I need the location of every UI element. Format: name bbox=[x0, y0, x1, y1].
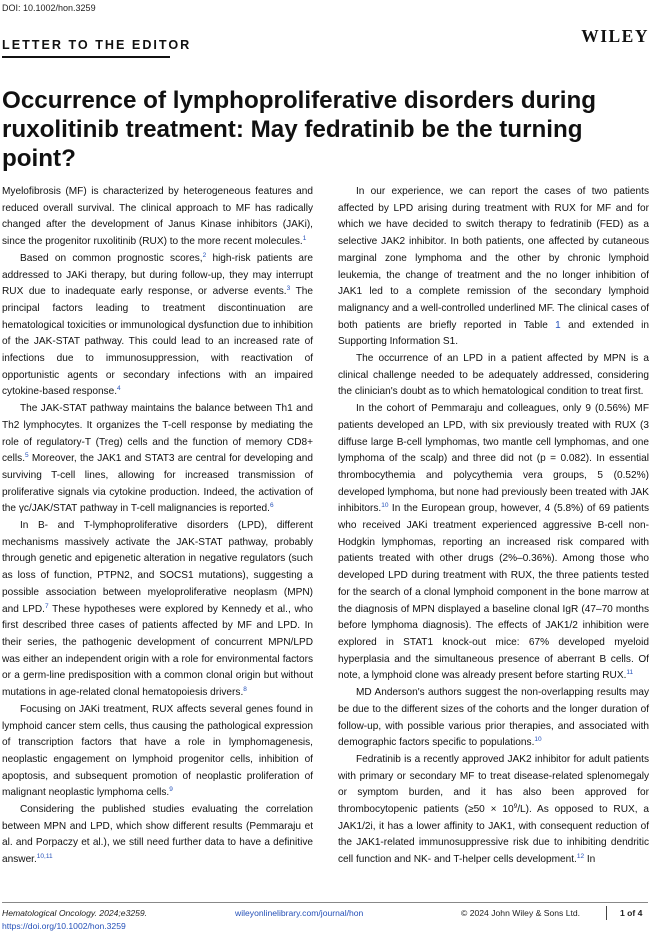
reference-link[interactable]: 5 bbox=[25, 452, 29, 460]
paragraph: Considering the published studies evaluating the correlation between MPN and LPD, which show different results (Pemmaraju et al. and Porpaczy et al.), we still need further data to have a definitive answer.$^{10,11}$ bbox=[2, 804, 313, 866]
section-underline bbox=[2, 56, 170, 58]
paragraph: The JAK-STAT pathway maintains the balance between Th1 and Th2 lymphocytes. It organizes the T-cell response by mediating the role of regulatory-T (Treg) cells and the function of memory CD8+ cells.$^5$ Moreover, the JAK1 and STAT3 are central for developing and surviving T-cell lines, allowing for increased transmission of proliferative signals via cytokine production. Indeed, the activation of the γc/JAK/STAT pathway in T-cell malignancies is reported.$^6$ bbox=[2, 403, 313, 515]
reference-link[interactable]: 3 bbox=[286, 285, 291, 293]
paragraph: In our experience, we can report the cases of two patients affected by LPD arising during treatment with RUX for MF and for which we have decided to switch therapy to fedratinib (FED) as a selective JAK2 inhibitor. In both patients, one affected by cutaneous marginal zone lymphoma and the other by chronic lymphoid leukemia, the change of treatment and the no longer inhibition of JAK1 led to a complete remission of the secondary lymphoid malignancy and a well-controlled underlined MF. The clinical cases of both patients are briefly reported in Table 1 and extended in Supporting Information S1. bbox=[338, 186, 649, 348]
paragraph: Fedratinib is a recently approved JAK2 inhibitor for adult patients with primary or secondary MF to treat disease-related splenomegaly or symptom burden, and it has also been approved for thrombocytopenic patients $(\ge 50 \times 10^9/L)$. As opposed to RUX, a JAK1/2i, it has a lower affinity to JAK1, with consequent reduction of the JAK1-related immunosuppressive risk due to inhibiting dendritic cell function and NK- and T-helper cells development.$^{12}$ In bbox=[338, 753, 649, 866]
article-title: Occurrence of lymphoproliferative disorders during ruxolitinib treatment: May fedratinib be the turning point? bbox=[2, 87, 597, 172]
reference-link[interactable]: 10,11 bbox=[36, 853, 53, 861]
reference-link[interactable]: 11 bbox=[626, 669, 634, 677]
wiley-logo[interactable]: WILEY bbox=[581, 26, 649, 46]
reference-link[interactable]: 4 bbox=[117, 385, 121, 393]
reference-link[interactable]: 2 bbox=[202, 251, 207, 259]
paragraph: Based on common prognostic scores,$^2$ high-risk patients are addressed to JAKi therapy, but during follow-up, they may interrupt RUX due to inadequate early response, or adverse events.$^3$ The principal factors leading to treatment discontinuation are hematological toxicities or immunological dysfunction due to inhibition of the JAK-STAT pathway. This could lead to an increased rate of infections due to immunosuppression, with reactivation of opportunistic agents or secondary infections with an impaired cytokine-based response.$^4$ bbox=[2, 251, 314, 398]
footer-journal: Hematological Oncology. 2024;e3259. bbox=[2, 908, 148, 918]
paragraph: In the cohort of Pemmaraju and colleagues, only 9 (0.56%) MF patients developed an LPD, with six previously treated with RUX (3 diffuse large B-cell lymphomas, two mantle cell lymphomas, and one lymphoma of the scalp) and three did not (p = 0.082). In essential thrombocythemia and polycythemia vera groups, 5 (0.52%) developed lymphoma, but none had previously been treated with JAK inhibitors.$^{10}$ In the European group, however, 4 (5.8%) of 69 patients who received JAKi treatment experienced aggressive B-cell non-Hodgkin lymphomas, reporting an increased risk compared with patients treated with other drugs (2%–0.36%). Among those who developed LPD during treatment with RUX, the three patients tested for the search of a clonal lymphoid component in the bone marrow at the diagnosis of MPN displayed a baseline clonal IgR (47–70 months before lymphoma diagnosis). The effects of JAK1/2 inhibition were explored in STAT1 knock-out mice: 67% developed myeloid hyperplasia and the simultaneous presence of aberrant B cells. Of note, a lymphoid clone was already present before starting RUX.$^{11}$ bbox=[338, 403, 649, 682]
exponent: 9 bbox=[513, 803, 518, 811]
reference-link[interactable]: 12 bbox=[576, 853, 585, 861]
paragraph: Myelofibrosis (MF) is characterized by heterogeneous features and reduced overall survival. The clinical approach to MF has radically changed after the development of Janus Kinase inhibitors (JAKi), since the progenitor ruxolitinib (RUX) to the more recent molecules.$^1$ bbox=[2, 186, 313, 248]
footer-copyright: © 2024 John Wiley & Sons Ltd. bbox=[461, 908, 581, 918]
footer-separator bbox=[606, 906, 607, 920]
paragraph: The occurrence of an LPD in a patient affected by MPN is a clinical challenge needed to be adequately addressed, considering the clinician's doubt as to which hematological condition to treat first. bbox=[338, 353, 649, 398]
table-link[interactable]: 1 bbox=[555, 319, 561, 331]
footer-divider bbox=[2, 902, 648, 903]
left-column bbox=[2, 184, 313, 869]
reference-link[interactable]: 8 bbox=[243, 686, 247, 694]
reference-link[interactable]: 9 bbox=[169, 786, 173, 794]
footer-doi-link[interactable]: https://doi.org/10.1002/hon.3259 bbox=[2, 921, 126, 931]
reference-link[interactable]: 7 bbox=[45, 602, 49, 610]
footer-website-link[interactable]: wileyonlinelibrary.com/journal/hon bbox=[235, 908, 364, 918]
paragraph: In B- and T-lymphoproliferative disorders (LPD), different mechanisms massively activate the JAK-STAT pathway, probably through genetic and epigenetic alteration in negative regulators (such as loss of function, PTPN2, and SOCS1 mutations), suggesting a possible association between myeloproliferative neoplasm (MPN) and LPD.$^7$ These hypotheses were explored by Kennedy et al., who first described three cases of patients affected by MF and LPD. In their series, the pathogenic development of concurrent MPN/LPD was either an independent origin with a role for environmental factors or a germ-line predisposition with a common clonal origin but without mutations in age-related clonal hematopoiesis drivers.$^8$ bbox=[2, 520, 313, 699]
page-number: 1 of 4 bbox=[620, 908, 643, 918]
reference-link[interactable]: 6 bbox=[269, 502, 274, 510]
right-column bbox=[338, 184, 649, 869]
reference-link[interactable]: 10 bbox=[534, 736, 542, 744]
reference-link[interactable]: 1 bbox=[302, 235, 307, 243]
paragraph: Focusing on JAKi treatment, RUX affects several genes found in lymphoid cancer stem cells, thus causing the pathological expression of transcription factors that have a role in lymphomagenesis, neoplastic engagement on lymphoid progenitor cells, inhibition of apoptosis, and subsequent promotion of neoplastic proliferation of malignant neoplastic lymphoma cells.$^9$ bbox=[2, 703, 313, 799]
section-label: LETTER TO THE EDITOR bbox=[2, 38, 192, 52]
reference-link[interactable]: 10 bbox=[381, 502, 389, 510]
doi-header[interactable]: DOI: 10.1002/hon.3259 bbox=[2, 3, 96, 13]
paragraph: MD Anderson's authors suggest the non-overlapping results may be due to the different sizes of the cohorts and the longer duration of follow-up, with possible various prior therapies, and associated with demographic factors specific to populations.$^{10}$ bbox=[338, 687, 649, 749]
